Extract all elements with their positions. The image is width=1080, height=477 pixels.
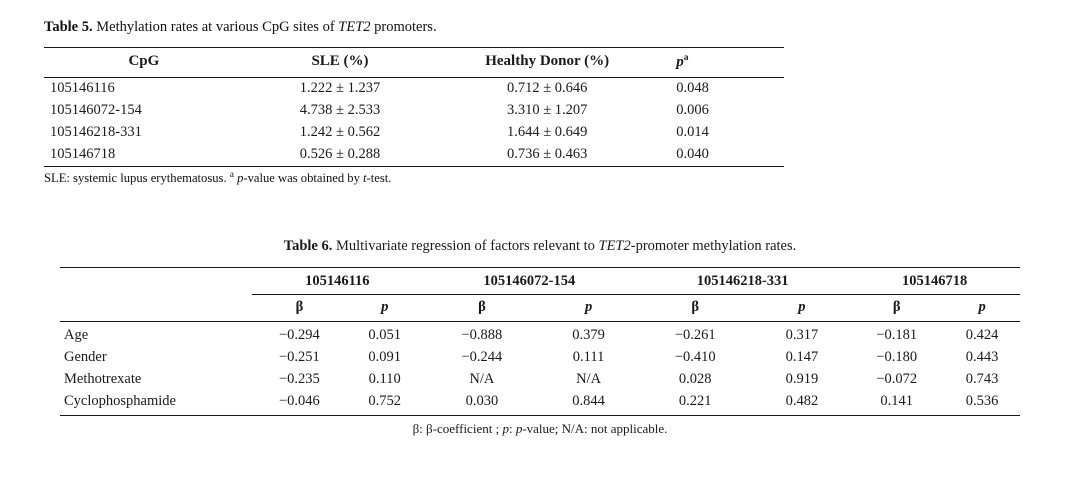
table-row — [44, 122, 784, 144]
table5-cell-p: 0.006 — [676, 102, 709, 119]
table5-body — [44, 77, 784, 166]
table5-caption-label: Table 5. — [44, 19, 93, 35]
table5-cell-hd: 1.644 ± 0.649 — [506, 124, 588, 141]
table6-cell: −0.244 — [461, 348, 503, 365]
table6-subheader-blank — [60, 294, 252, 321]
table6-cell: 0.141 — [849, 390, 944, 415]
table5-cell-sle: 1.242 ± 0.562 — [299, 124, 381, 141]
table6-cell: −0.294 — [279, 326, 320, 343]
table6-cell: 0.844 — [541, 390, 636, 415]
table6-cell: 0.111 — [572, 348, 605, 365]
table6-subheader-p: p — [944, 294, 1020, 321]
table-row — [60, 368, 1020, 390]
table5-cell-p: 0.040 — [658, 144, 784, 167]
table6-subheader-beta: β — [849, 294, 944, 321]
table6-footnote-beta: β: β-coefficient ; — [412, 420, 503, 436]
table5-cell-p: 0.048 — [676, 80, 709, 97]
table5-cell-cpg: 105146718 — [44, 144, 244, 167]
table5-header-p-symbol: p — [676, 53, 684, 70]
table6-subheader-p: p — [541, 294, 636, 321]
table5-footnote — [44, 170, 784, 186]
table6-cell: N/A — [576, 370, 602, 387]
table6-caption-label: Table 6. — [283, 237, 333, 254]
table5 — [44, 47, 784, 167]
table6-subheader-row — [60, 294, 1020, 321]
table6-cell: −0.235 — [279, 370, 320, 387]
table-row — [44, 77, 784, 100]
table5-header-cpg: CpG — [44, 47, 244, 77]
table6-caption — [44, 238, 1036, 255]
table5-cell-cpg: 105146116 — [50, 80, 115, 97]
table5-header-p — [658, 47, 784, 77]
table5-caption-text-before: Methylation rates at various CpG sites of — [92, 19, 339, 35]
table6-group-105146218-331: 105146218-331 — [636, 267, 849, 294]
table6-cell: 0.147 — [785, 348, 819, 365]
table5-head — [44, 47, 784, 77]
table6-cell: 0.317 — [785, 326, 819, 343]
table6-cell: 0.443 — [965, 348, 999, 365]
table5-cell-sle: 1.222 ± 1.237 — [299, 80, 381, 97]
table6-group-105146718: 105146718 — [849, 267, 1020, 294]
table6-cell: 0.030 — [423, 390, 542, 415]
table6-group-header-blank — [60, 267, 252, 294]
table6-cell: 0.379 — [572, 326, 605, 343]
table5-cell-p: 0.014 — [676, 124, 709, 141]
table6-body — [60, 321, 1020, 415]
table6-cell: −0.046 — [252, 390, 347, 415]
table6-row-factor: Cyclophosphamide — [60, 390, 252, 415]
table6-footnote-pvalue: p — [515, 420, 523, 436]
table6-cell: −0.180 — [876, 348, 918, 365]
table6-subheader-p: p — [755, 294, 850, 321]
table6-cell: 0.482 — [755, 390, 850, 415]
table6-cell: 0.110 — [368, 370, 401, 387]
table5-caption-text-after: promoters. — [370, 19, 437, 35]
table5-header-row — [44, 47, 784, 77]
table5-cell-sle: 4.738 ± 2.533 — [299, 102, 381, 119]
table6-cell: 0.221 — [636, 390, 755, 415]
table-row — [60, 390, 1020, 415]
table6-cell: 0.752 — [347, 390, 423, 415]
table6-subheader-beta: β — [252, 294, 347, 321]
table6-cell: 0.051 — [368, 326, 402, 343]
table5-footnote-p: p — [233, 170, 244, 185]
table5-block — [44, 18, 784, 186]
table6-group-105146072-154: 105146072-154 — [423, 267, 636, 294]
table6-caption-text-after: -promoter methylation rates. — [630, 237, 797, 254]
table5-footnote-part3: -test. — [366, 170, 392, 185]
table5-caption — [44, 18, 784, 38]
table5-cell-cpg: 105146072-154 — [50, 102, 142, 119]
table5-footnote-t: t — [363, 170, 367, 185]
table5-caption-gene: TET2 — [338, 19, 371, 35]
table6-caption-text-before: Multivariate regression of factors relevant to — [332, 237, 599, 254]
table6-cell: −0.261 — [674, 326, 716, 343]
table6-cell: −0.888 — [461, 326, 503, 343]
table5-header-healthy-donor: Healthy Donor (%) — [436, 47, 658, 77]
table6-footnote-p: p — [502, 420, 509, 436]
table6-cell: 0.424 — [965, 326, 999, 343]
table6-cell: 0.743 — [965, 370, 999, 387]
table6-head — [60, 267, 1020, 321]
table6-group-105146116: 105146116 — [252, 267, 423, 294]
table6-cell: −0.181 — [876, 326, 918, 343]
table6-cell: 0.091 — [368, 348, 402, 365]
table6-footnote-end: -value; N/A: not applicable. — [522, 420, 668, 436]
table6-cell: 0.919 — [785, 370, 819, 387]
table6-row-factor: Age — [64, 326, 89, 343]
table-row — [60, 321, 1020, 346]
table6-block — [44, 238, 1036, 437]
table5-cell-cpg: 105146218-331 — [50, 124, 142, 141]
table6-cell: −0.072 — [876, 370, 918, 387]
table5-cell-sle: 0.526 ± 0.288 — [244, 144, 436, 167]
table-row — [60, 346, 1020, 368]
table6-subheader-p: p — [347, 294, 423, 321]
table5-footnote-superscript: a — [229, 169, 234, 180]
table5-header-sle: SLE (%) — [244, 47, 436, 77]
table5-cell-hd: 0.712 ± 0.646 — [506, 80, 588, 97]
table6-caption-gene: TET2 — [598, 237, 631, 254]
table-row — [44, 144, 784, 167]
table5-footnote-part1: SLE: systemic lupus erythematosus. — [44, 170, 230, 185]
table6-row-factor: Methotrexate — [64, 370, 142, 387]
table6-cell: 0.028 — [678, 370, 712, 387]
table6-group-header-row — [60, 267, 1020, 294]
table6-footnote-sep: : — [508, 420, 516, 436]
table6-row-factor: Gender — [64, 348, 107, 365]
table5-cell-hd: 0.736 ± 0.463 — [436, 144, 658, 167]
table5-footnote-part2: -value was obtained by — [243, 170, 364, 185]
table5-cell-hd: 3.310 ± 1.207 — [506, 102, 588, 119]
table6-cell: −0.251 — [279, 348, 320, 365]
table6-footnote — [44, 421, 1036, 437]
table6-cell: 0.536 — [944, 390, 1020, 415]
table6-subheader-beta: β — [423, 294, 542, 321]
table6-cell: −0.410 — [674, 348, 716, 365]
table5-header-p-superscript: a — [683, 52, 689, 63]
table6-subheader-beta: β — [636, 294, 755, 321]
table6 — [60, 267, 1020, 416]
table6-cell: N/A — [469, 370, 495, 387]
table-row — [44, 100, 784, 122]
